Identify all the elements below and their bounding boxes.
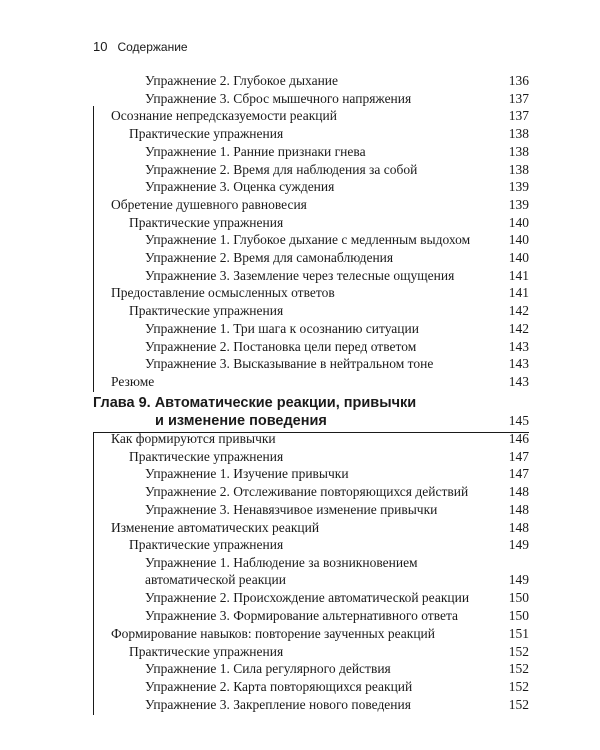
toc-entry-title: Как формируются привычки	[111, 431, 276, 446]
toc-entry-page: 152	[508, 661, 529, 677]
toc-entry-page: 146	[508, 431, 529, 446]
toc-entry-title: Упражнение 2. Глубокое дыхание	[145, 73, 339, 88]
toc-entry-page: 152	[508, 696, 529, 712]
toc-entry	[0, 249, 529, 266]
toc-entry-page: 141	[508, 267, 529, 283]
toc-entry	[0, 536, 529, 553]
toc-entry-page: 147	[508, 466, 529, 482]
toc-entry-title: Упражнение 2. Карта повторяющихся реакций	[145, 678, 413, 694]
toc-entry	[0, 284, 529, 301]
toc-entry	[0, 448, 529, 465]
toc-entry-title: Упражнение 3. Высказывание в нейтральном тоне	[145, 356, 434, 372]
toc-entry-title: Резюме	[111, 373, 155, 389]
toc-entry	[0, 143, 529, 160]
toc-entry-title: Упражнение 3. Заземление через телесные ощущения	[145, 267, 455, 283]
toc-entry	[0, 501, 529, 518]
toc-entry	[0, 320, 529, 337]
toc-entry-title: Упражнение 2. Время для самонаблюдения	[145, 250, 394, 265]
toc-entry-title: Упражнение 1. Ранние признаки гнева	[145, 143, 366, 159]
left-rule-top	[93, 106, 94, 392]
toc-entry	[0, 554, 529, 588]
toc-entry-title: Практические упражнения	[129, 448, 284, 464]
toc-entry	[0, 373, 529, 390]
running-title: Содержание	[117, 40, 188, 54]
toc-entry-page: 143	[508, 373, 529, 389]
toc-entry	[0, 355, 529, 372]
toc-entry-page: 142	[508, 303, 529, 319]
toc-entry	[0, 589, 529, 606]
toc-entry-page: 143	[508, 356, 529, 372]
toc-entry	[0, 660, 529, 677]
toc-entry	[0, 519, 529, 536]
toc-entry	[0, 196, 529, 213]
toc-entry-title: Упражнение 1. Сила регулярного действия	[145, 661, 391, 677]
toc-entry-title: Осознание непредсказуемости реакций	[111, 108, 337, 124]
toc-entry-page: 148	[508, 519, 529, 535]
toc-entry-page: 138	[508, 161, 529, 177]
toc-entry-title: Упражнение 2. Постановка цели перед ответом	[145, 338, 417, 354]
toc-entry	[0, 90, 529, 107]
page-number: 10	[93, 39, 108, 54]
toc-entry-page: 141	[508, 285, 529, 301]
toc-entry-title: Практические упражнения	[129, 643, 284, 659]
toc-entry-title: Упражнение 3. Сброс мышечного напряжения	[145, 90, 412, 106]
toc-entry-page: 140	[508, 232, 529, 248]
toc-entry-page: 152	[508, 643, 529, 659]
toc-entry-title: Практические упражнения	[129, 214, 284, 230]
toc-entry-page: 152	[508, 678, 529, 694]
toc-entry-page: 147	[508, 448, 529, 464]
toc-entry	[0, 214, 529, 231]
toc-entry	[0, 178, 529, 195]
toc-entry-title: Упражнение 1. Изучение привычки	[145, 466, 349, 482]
toc-entry-title: Упражнение 3. Закрепление нового поведения	[145, 696, 411, 712]
toc-entry-page: 149	[508, 537, 529, 553]
toc-entry-page: 142	[508, 320, 529, 336]
toc-entry-title: Практические упражнения	[129, 537, 284, 553]
toc-entry-title: Практические упражнения	[129, 126, 284, 142]
toc-entry	[0, 161, 529, 178]
toc-entry-page: 137	[508, 108, 529, 124]
toc-entry-page: 140	[508, 214, 529, 230]
chapter-page: 145	[508, 413, 529, 428]
toc-entry-title: Упражнение 1. Наблюдение за возникновением автоматической реакции	[145, 554, 418, 587]
toc-entry-title: Предоставление осмысленных ответов	[111, 285, 335, 301]
toc-entry	[0, 465, 529, 482]
toc-entry	[0, 107, 529, 124]
toc-entry-page: 150	[508, 608, 529, 624]
toc-entry-title: Упражнение 3. Формирование альтернативного ответа	[145, 608, 459, 624]
toc-entry	[0, 267, 529, 284]
toc-entry-title: Формирование навыков: повторение заученных реакций	[111, 625, 436, 641]
toc-entry-page: 138	[508, 143, 529, 159]
toc-entry-page: 151	[508, 625, 529, 641]
toc-entry	[0, 430, 529, 447]
toc-entry	[0, 231, 529, 248]
running-head	[93, 39, 188, 54]
toc-entry-title: Упражнение 2. Происхождение автоматической реакции	[145, 590, 470, 606]
toc-entry	[0, 72, 529, 89]
toc-entry-page: 148	[508, 501, 529, 517]
toc-entry-page: 148	[508, 484, 529, 500]
toc-entry-page: 139	[508, 179, 529, 195]
toc-entry	[0, 607, 529, 624]
toc-entry	[0, 302, 529, 319]
toc-entry	[0, 643, 529, 660]
toc-entry-title: Упражнение 2. Отслеживание повторяющихся действий	[145, 484, 469, 500]
toc-entry-title: Практические упражнения	[129, 303, 284, 319]
toc-entry-title: Упражнение 3. Оценка суждения	[145, 179, 335, 195]
toc-entry	[0, 483, 529, 500]
toc-entry-page: 139	[508, 196, 529, 212]
toc-entry	[0, 696, 529, 713]
toc-entry-title: Обретение душевного равновесия	[111, 196, 307, 212]
toc-entry-title: Упражнение 2. Время для наблюдения за собой	[145, 161, 418, 177]
toc-entry	[0, 125, 529, 142]
chapter-title-line1: Глава 9. Автоматические реакции, привычки	[93, 395, 417, 411]
toc-entry-title: Упражнение 1. Три шага к осознанию ситуации	[145, 320, 419, 336]
toc-entry-page: 149	[508, 571, 529, 587]
toc-entry-title: Упражнение 1. Глубокое дыхание с медленным выдохом	[145, 232, 471, 248]
toc-entry-page: 140	[508, 250, 529, 265]
toc-entry	[0, 678, 529, 695]
toc-entry	[0, 625, 529, 642]
toc-entry-page: 138	[508, 126, 529, 142]
toc-entry-page: 143	[508, 338, 529, 354]
toc-entry-title: Изменение автоматических реакций	[111, 519, 320, 535]
toc-entry-page: 150	[508, 590, 529, 606]
chapter-heading	[93, 394, 529, 430]
toc-entry-title: Упражнение 3. Ненавязчивое изменение привычки	[145, 501, 438, 517]
toc-entry-page: 137	[508, 90, 529, 106]
chapter-title-line2: и изменение поведения	[155, 413, 327, 429]
toc-entry	[0, 338, 529, 355]
toc-entry-page: 136	[508, 73, 529, 88]
left-rule-bottom	[93, 433, 94, 715]
